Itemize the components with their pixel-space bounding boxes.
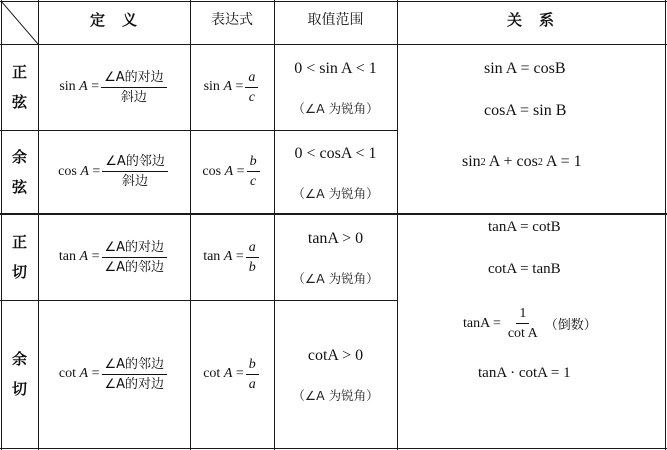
tangent-range — [274, 214, 397, 300]
row-label-cotangent — [1, 300, 38, 448]
fraction-numerator: ∠A的邻边 — [102, 153, 168, 172]
definition-fraction — [102, 356, 168, 393]
fraction-numerator: b — [246, 356, 259, 375]
range-inequality: 0 < cosA < 1 — [294, 144, 377, 162]
sine-expression — [190, 44, 274, 130]
table-right-border — [665, 0, 666, 450]
fraction-numerator: 1 — [516, 305, 529, 324]
range-note: （∠A 为锐角） — [292, 185, 379, 201]
angle-var: A — [79, 366, 89, 381]
row-label-cosine — [1, 130, 38, 213]
row-label-char: 余 — [11, 350, 27, 368]
func-name: tan — [203, 249, 221, 264]
relation-term: tanA = — [463, 315, 501, 331]
expression-fraction — [247, 153, 260, 190]
relation-exponent: 2 — [480, 156, 486, 168]
fraction-numerator: ∠A的对边 — [101, 69, 167, 88]
relation-term: A = 1 — [542, 153, 582, 170]
cosine-definition — [38, 130, 190, 213]
row-label-sine — [1, 44, 38, 130]
relation-cot-tan: cotA = tanB — [488, 261, 561, 277]
row-label-char: 正 — [11, 233, 27, 251]
cosine-expression — [190, 130, 274, 213]
header-range: 取值范围 — [307, 12, 364, 28]
sine-range — [274, 44, 397, 130]
fraction-denominator: cot A — [507, 326, 538, 341]
header-expression: 表达式 — [211, 12, 253, 28]
fraction-numerator: ∠A的邻边 — [102, 356, 168, 375]
fraction-denominator: ∠A的邻边 — [104, 259, 165, 275]
relation-term: A + cos — [485, 153, 538, 170]
relation-tan-cot: tanA = cotB — [488, 219, 561, 235]
definition-fraction — [101, 69, 167, 106]
equals-sign: = — [91, 79, 100, 94]
angle-var: A — [223, 249, 233, 264]
reciprocal-note: （倒数） — [544, 318, 597, 333]
range-inequality: cotA > 0 — [307, 347, 364, 364]
fraction-numerator: ∠A的对边 — [102, 239, 168, 258]
table-bottom-border — [0, 448, 667, 449]
func-name: cos — [202, 163, 222, 179]
range-note: （∠A 为锐角） — [292, 271, 379, 286]
cotangent-expression — [190, 300, 274, 448]
col-divider-4 — [397, 0, 398, 450]
header-relation: 关 系 — [506, 10, 555, 29]
fraction-denominator: ∠A的对边 — [104, 376, 165, 392]
fraction-denominator: 斜边 — [122, 174, 149, 189]
fraction-numerator: b — [247, 153, 260, 172]
definition-fraction — [102, 153, 168, 190]
row-label-char: 切 — [11, 263, 27, 281]
fraction-denominator: a — [248, 376, 256, 392]
range-note: （∠A 为锐角） — [292, 101, 379, 116]
func-name: cot — [58, 366, 77, 381]
range-inequality: tanA > 0 — [307, 230, 364, 247]
fraction-denominator: b — [248, 259, 256, 275]
cotangent-range — [274, 300, 397, 448]
sine-definition — [38, 44, 190, 130]
row-label-char: 弦 — [11, 93, 27, 111]
func-name: tan — [58, 249, 77, 264]
row-label-char: 切 — [11, 380, 27, 398]
header-definition: 定 义 — [89, 10, 138, 29]
relation-product: tanA · cotA = 1 — [478, 365, 571, 381]
row-label-char: 弦 — [11, 177, 27, 196]
angle-var: A — [80, 163, 89, 179]
func-name: sin — [59, 79, 76, 94]
tangent-expression — [190, 214, 274, 300]
fraction-denominator: c — [249, 174, 257, 189]
expression-fraction — [245, 69, 258, 106]
equals-sign: = — [236, 163, 245, 179]
fraction-denominator: c — [248, 89, 256, 105]
expression-fraction — [246, 356, 259, 393]
row-label-tangent — [1, 214, 38, 300]
relation-pythagorean — [462, 153, 582, 171]
reciprocal-fraction — [505, 305, 541, 342]
range-note: （∠A 为锐角） — [292, 388, 379, 403]
func-name: cos — [58, 163, 77, 179]
fraction-denominator: 斜边 — [120, 89, 147, 105]
equals-sign: = — [235, 249, 244, 264]
angle-var: A — [223, 366, 233, 381]
equals-sign: = — [235, 79, 244, 94]
header-diagonal — [1, 1, 38, 44]
equals-sign: = — [91, 366, 100, 381]
func-name: cot — [203, 366, 221, 381]
range-inequality: 0 < sin A < 1 — [294, 60, 377, 77]
row-label-char: 余 — [11, 147, 27, 166]
relation-sin-cos: sin A = cosB — [484, 60, 566, 77]
relation-cos-sin: cosA = sin B — [484, 102, 567, 119]
angle-var: A — [79, 249, 89, 264]
equals-sign: = — [92, 163, 101, 179]
angle-var: A — [224, 163, 234, 179]
angle-var: A — [223, 79, 232, 94]
expression-fraction — [246, 239, 259, 276]
tangent-definition — [38, 214, 190, 300]
equals-sign: = — [91, 249, 100, 264]
cosine-range — [274, 130, 397, 213]
fraction-numerator: a — [246, 239, 259, 258]
func-name: sin — [203, 79, 220, 94]
row-label-char: 正 — [11, 63, 27, 81]
relation-term: sin — [462, 153, 481, 170]
equals-sign: = — [235, 366, 244, 381]
definition-fraction — [102, 239, 168, 276]
relation-exponent: 2 — [537, 156, 543, 168]
fraction-numerator: a — [245, 69, 258, 88]
relation-reciprocal — [463, 305, 597, 342]
cotangent-definition — [38, 300, 190, 448]
angle-var: A — [79, 79, 88, 94]
